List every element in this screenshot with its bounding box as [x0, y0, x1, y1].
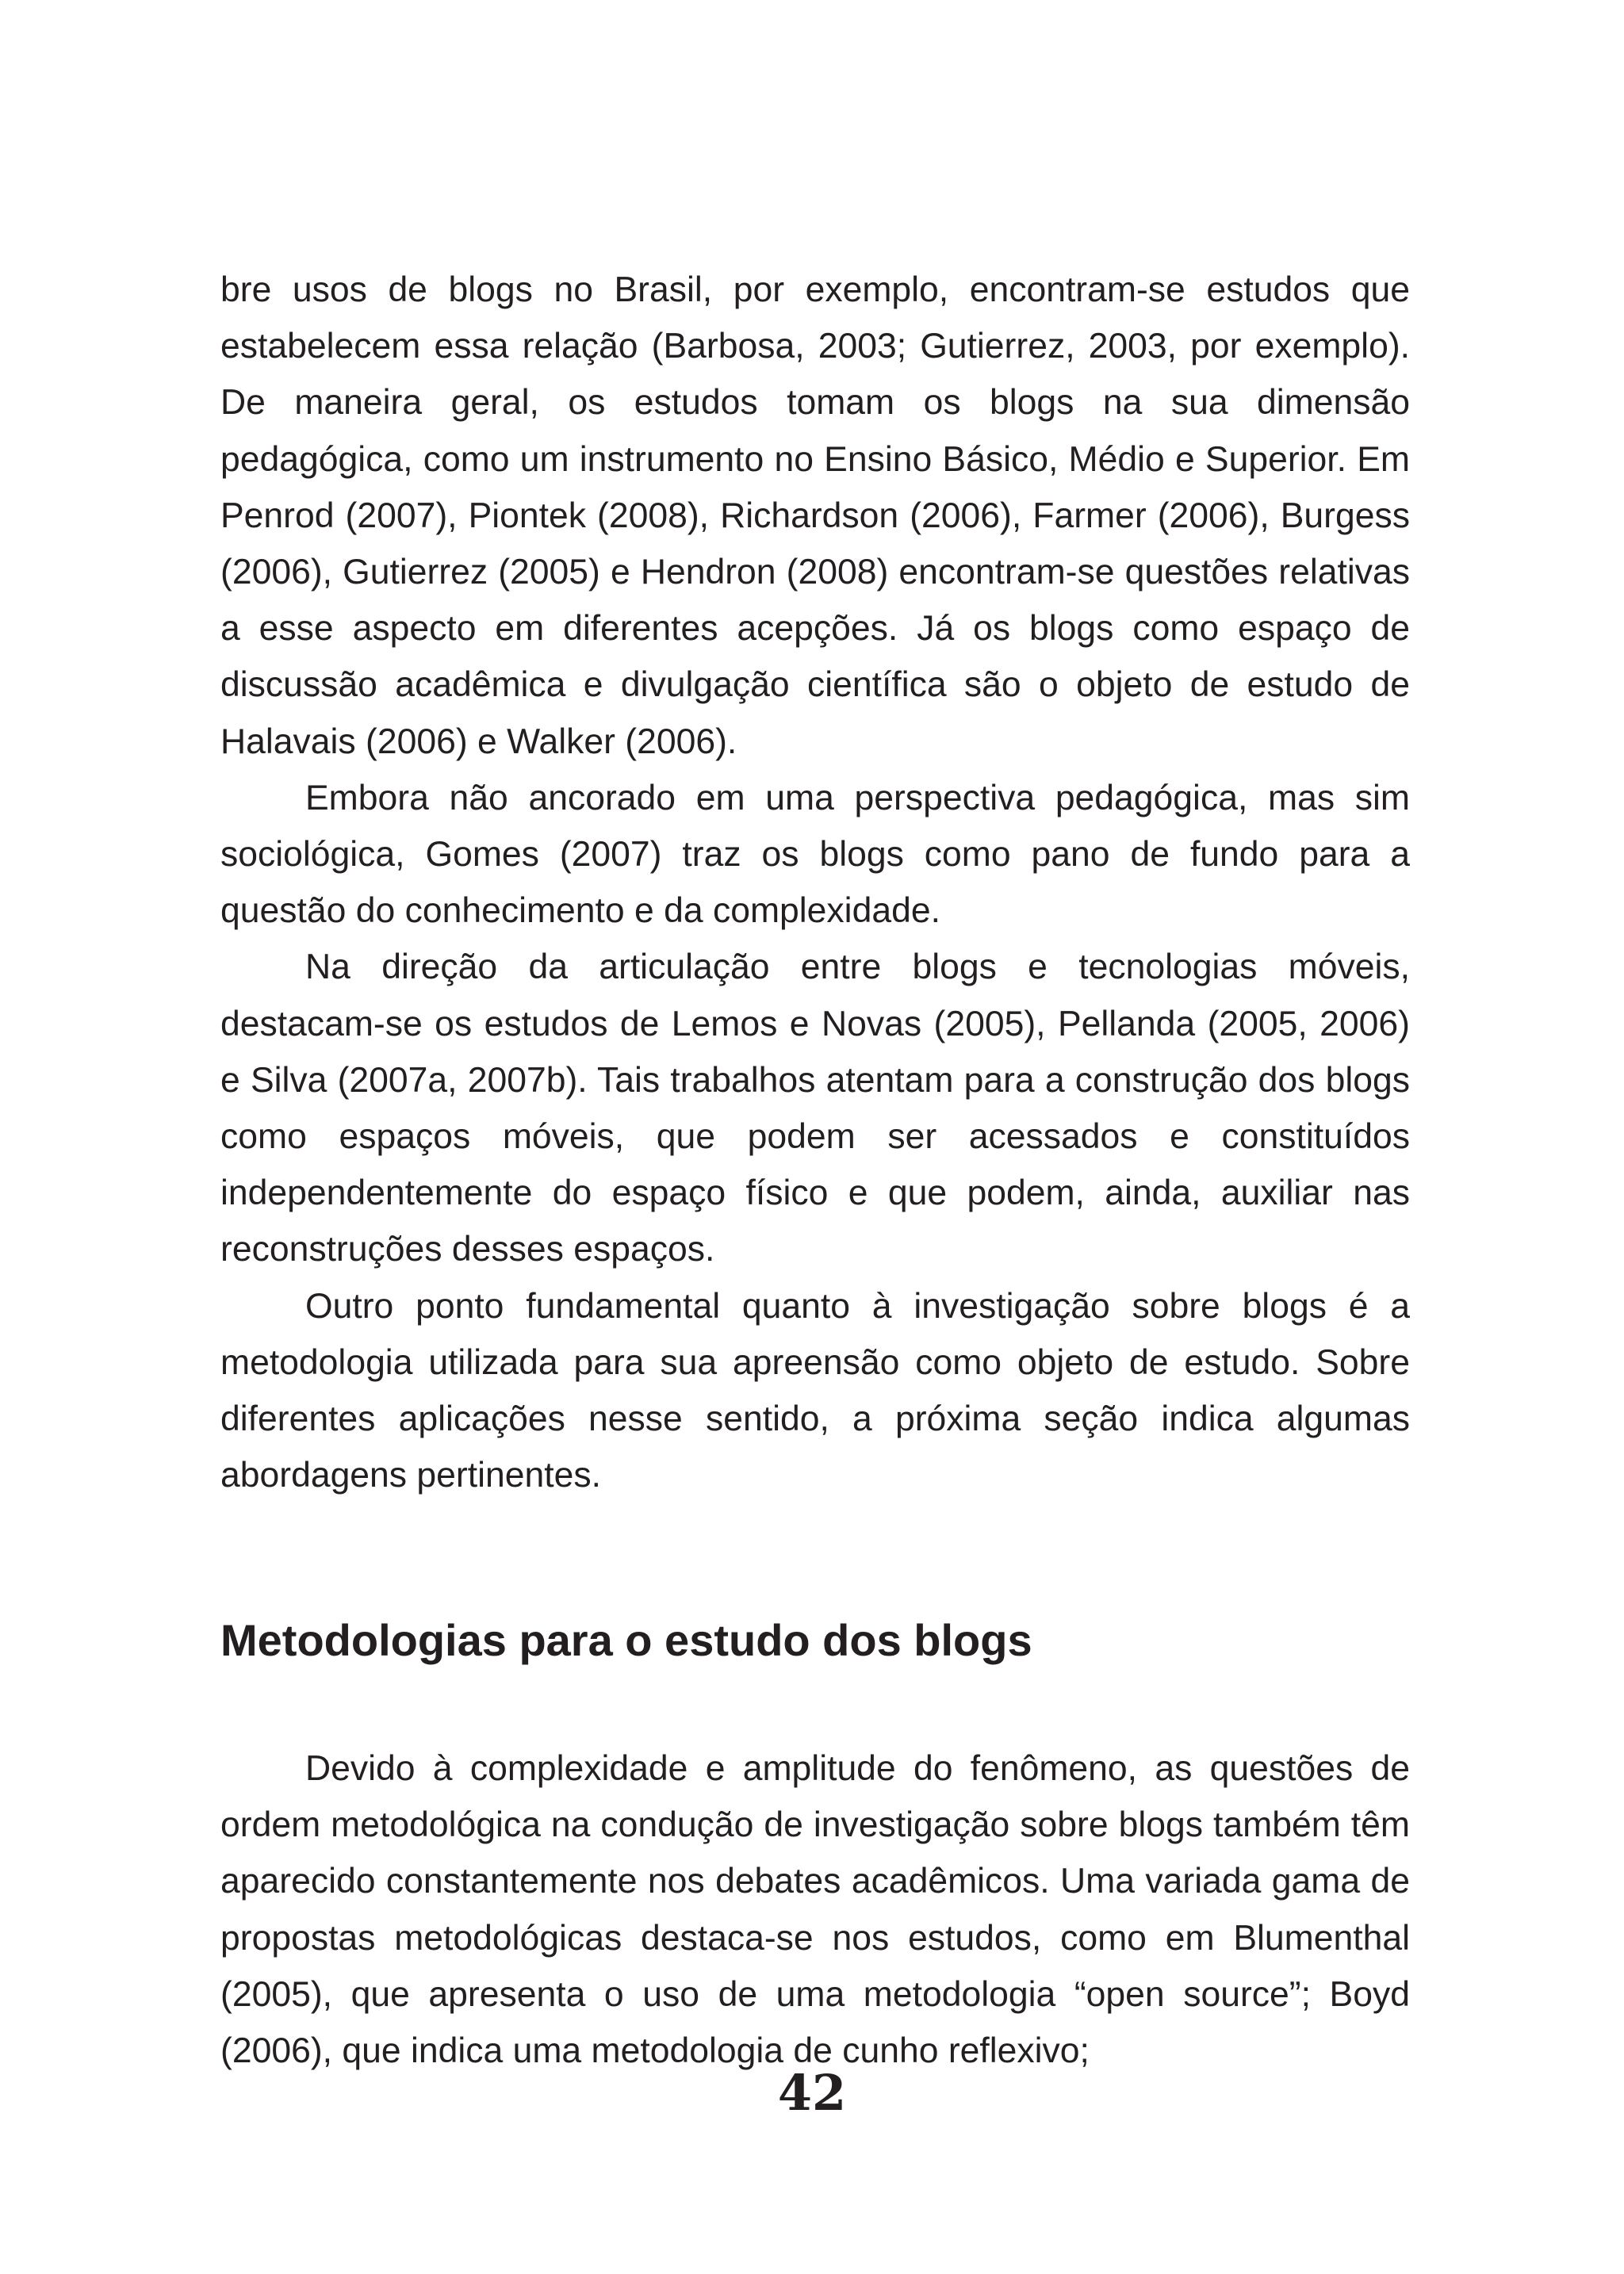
page-number: 42 [777, 2064, 847, 2122]
paragraph-methodology-intro: Outro ponto fundamental quanto à investigação sobre blogs é a metodologia utilizada para sua apreensão como objeto de estudo. Sobre diferentes aplicações nesse sentido, a próxima seção indica algumas abordagens pertinentes. [220, 1286, 1410, 1495]
paragraph-gomes: Embora não ancorado em uma perspectiva pedagógica, mas sim sociológica, Gomes (2007) traz os blogs como pano de fundo para a questão do conhecimento e da complexidade. [220, 778, 1410, 931]
section-heading: Metodologias para o estudo dos blogs [220, 1615, 1032, 1665]
paragraph-continuation: bre usos de blogs no Brasil, por exemplo, encontram-se estudos que estabelecem essa relação (Barbosa, 2003; Gutierrez, 2003, por exemplo). De maneira geral, os estudos tomam os blogs na sua dimensão pedagógica, como um instrumento no Ensino Básico, Médio e Superior. Em Penrod (2007), Piontek (2008), Richardson (2006), Farmer (2006), Burgess (2006), Gutierrez (2005) e Hendron (2008) encontram-se questões relativas a esse aspecto em diferentes acepções. Já os blogs como espaço de discussão acadêmica e divulgação científica são o objeto de estudo de Halavais (2006) e Walker (2006). [220, 270, 1410, 761]
body-text-top [220, 262, 1410, 1503]
body-text-bottom [220, 1740, 1410, 2079]
paragraph-methodologies: Devido à complexidade e amplitude do fenômeno, as questões de ordem metodológica na condução de investigação sobre blogs também têm aparecido constantemente nos debates acadêmicos. Uma variada gama de propostas metodológicas destaca-se nos estudos, como em Blumenthal (2005), que apresenta o uso de uma metodologia “open source”; Boyd (2006), que indica uma metodologia de cunho reflexivo; [220, 1749, 1410, 2071]
paragraph-mobile-tech: Na direção da articulação entre blogs e tecnologias móveis, destacam-se os estudos de Lemos e Novas (2005), Pellanda (2005, 2006) e Silva (2007a, 2007b). Tais trabalhos atentam para a construção dos blogs como espaços móveis, que podem ser acessados e constituídos independentemente do espaço físico e que podem, ainda, auxiliar nas reconstruções desses espaços. [220, 948, 1410, 1269]
